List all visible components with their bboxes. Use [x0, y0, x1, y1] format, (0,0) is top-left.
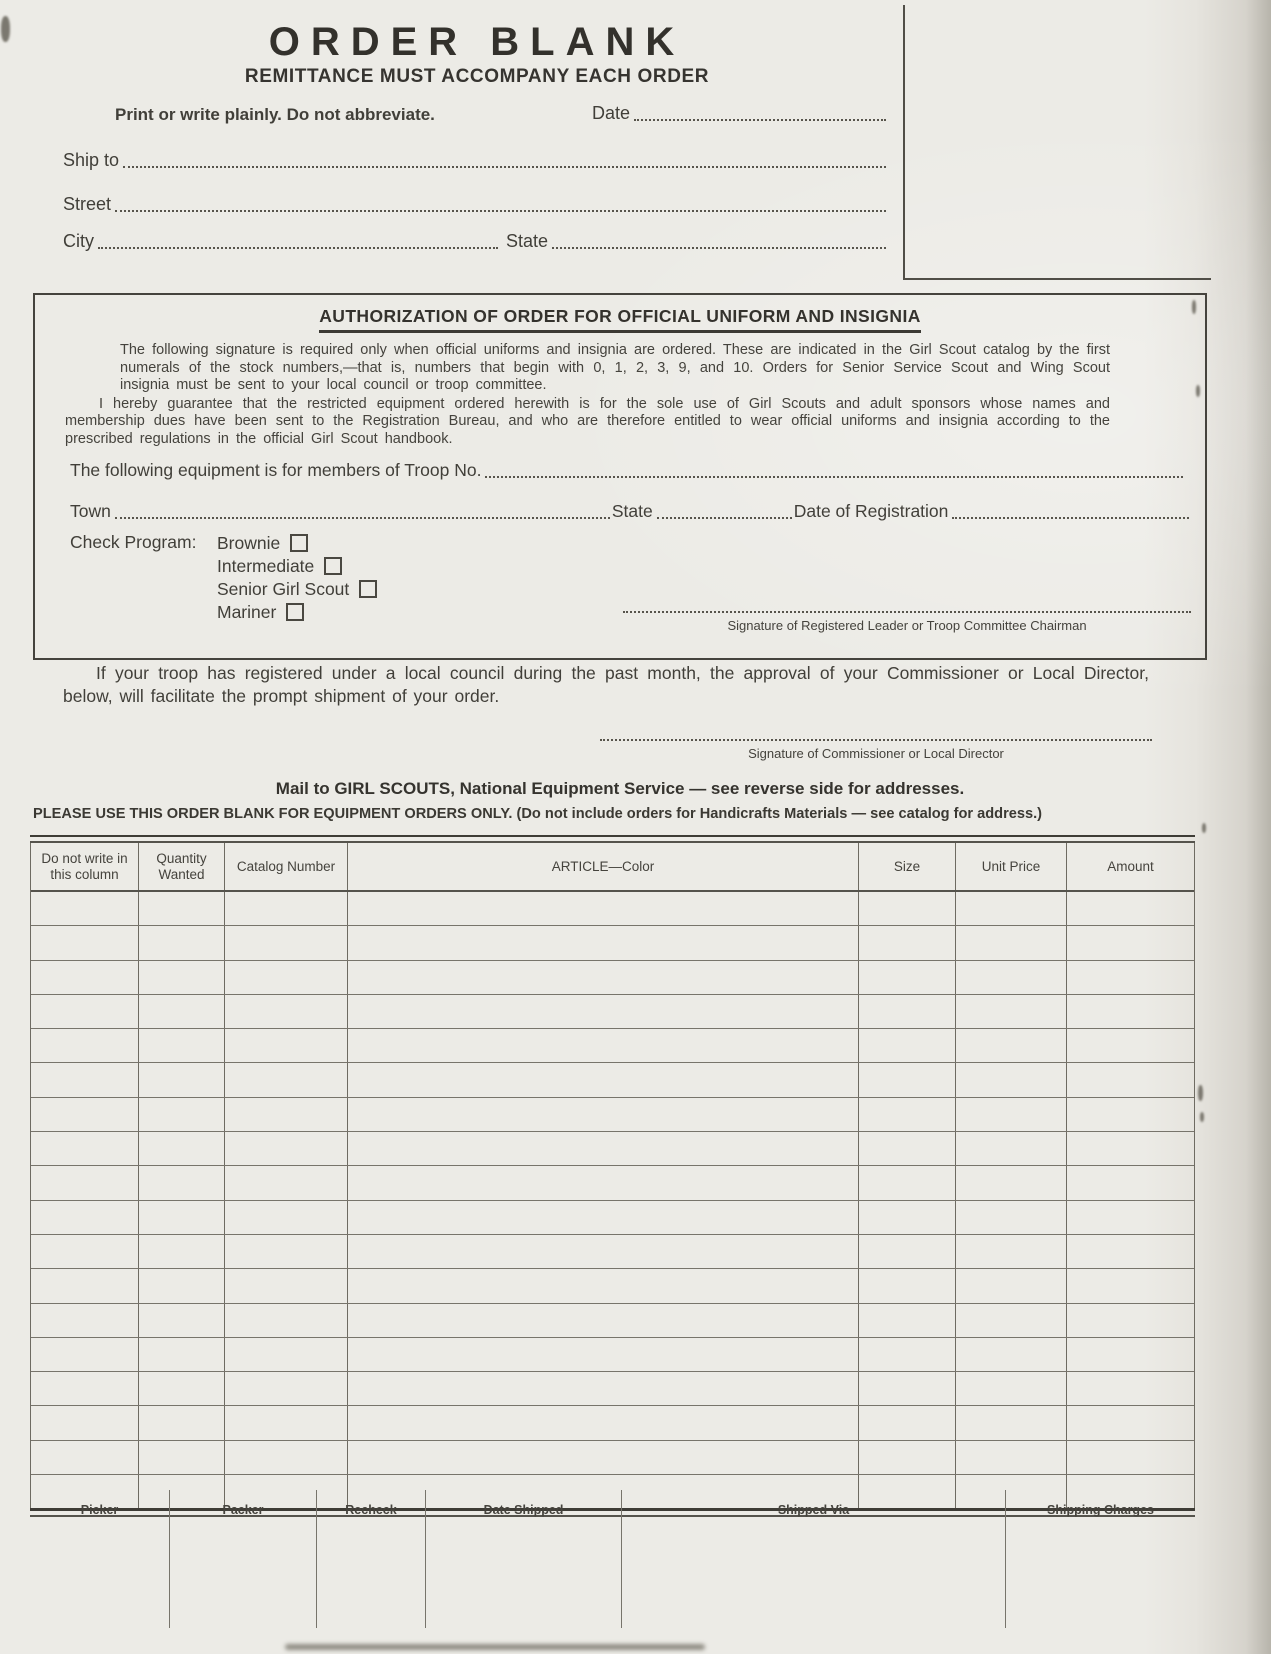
table-cell[interactable] [139, 1029, 225, 1062]
table-cell[interactable] [31, 1304, 139, 1337]
table-row[interactable] [31, 1372, 1194, 1406]
state-label: State [506, 231, 549, 251]
table-cell[interactable] [1067, 892, 1194, 925]
column-header-do-not-write: Do not write in this column [31, 843, 139, 890]
town-state-registration-field [70, 501, 1191, 522]
table-cell[interactable] [225, 1132, 348, 1165]
program-option-senior: Senior Girl Scout [217, 578, 377, 600]
table-cell[interactable] [1067, 1304, 1194, 1337]
table-cell[interactable] [859, 1132, 956, 1165]
footer-recheck: Recheck [317, 1490, 426, 1628]
table-cell[interactable] [859, 1441, 956, 1474]
table-cell[interactable] [859, 1372, 956, 1405]
table-cell[interactable] [859, 1201, 956, 1234]
table-cell[interactable] [348, 1132, 859, 1165]
table-row[interactable] [31, 1269, 1194, 1303]
table-cell[interactable] [31, 961, 139, 994]
table-cell[interactable] [1067, 1201, 1194, 1234]
registration-state-line[interactable] [657, 501, 792, 519]
program-option-brownie: Brownie [217, 532, 377, 554]
ship-to-line[interactable] [123, 150, 886, 168]
authorization-paragraph-2: I hereby guarantee that the restricted equipment ordered herewith is for the sole use of Girl Scouts and adult sponsors whose names and membership dues have been sent to the Registration Bureau, and who are therefore entitled to wear official uniforms and insignia according to the prescribed regulations in the official Girl Scout handbook. [65, 395, 1110, 447]
table-cell[interactable] [31, 1063, 139, 1096]
table-cell[interactable] [348, 1063, 859, 1096]
footer-date-shipped: Date Shipped [426, 1490, 622, 1628]
table-cell[interactable] [956, 995, 1067, 1028]
mail-to-instruction: Mail to GIRL SCOUTS, National Equipment Service — see reverse side for addresses. [275, 779, 965, 798]
table-cell[interactable] [225, 1406, 348, 1439]
table-cell[interactable] [956, 1338, 1067, 1371]
table-cell[interactable] [1067, 1029, 1194, 1062]
table-cell[interactable] [859, 1235, 956, 1268]
table-cell[interactable] [31, 1132, 139, 1165]
table-row[interactable] [31, 1201, 1194, 1235]
table-top-rule [30, 835, 1195, 843]
program-option-mariner: Mariner [217, 601, 377, 623]
table-cell[interactable] [139, 1338, 225, 1371]
table-cell[interactable] [139, 892, 225, 925]
table-cell[interactable] [139, 1372, 225, 1405]
print-plainly-note: Print or write plainly. Do not abbreviate. [115, 105, 435, 124]
troop-number-label: The following equipment is for members of Troop No. [70, 460, 482, 480]
table-cell[interactable] [225, 926, 348, 959]
table-cell[interactable] [348, 926, 859, 959]
table-cell[interactable] [1067, 926, 1194, 959]
table-cell[interactable] [956, 1406, 1067, 1439]
table-cell[interactable] [348, 1372, 859, 1405]
table-cell[interactable] [225, 1235, 348, 1268]
table-cell[interactable] [956, 1372, 1067, 1405]
table-row[interactable] [31, 961, 1194, 995]
table-cell[interactable] [225, 1269, 348, 1302]
table-cell[interactable] [1067, 1063, 1194, 1096]
column-header-size: Size [859, 843, 956, 890]
table-row[interactable] [31, 926, 1194, 960]
footer-packer: Packer [170, 1490, 317, 1628]
city-line[interactable] [98, 231, 498, 249]
table-cell[interactable] [31, 1166, 139, 1199]
table-cell[interactable] [956, 1132, 1067, 1165]
table-cell[interactable] [31, 995, 139, 1028]
table-cell[interactable] [225, 1201, 348, 1234]
table-cell[interactable] [225, 995, 348, 1028]
table-row[interactable] [31, 1029, 1194, 1063]
table-row[interactable] [31, 1406, 1194, 1440]
troop-number-field [70, 460, 1185, 481]
table-cell[interactable] [139, 1166, 225, 1199]
commissioner-signature-block [600, 738, 1152, 761]
table-cell[interactable] [956, 926, 1067, 959]
table-cell[interactable] [348, 1166, 859, 1199]
form-title: ORDER BLANK [268, 20, 686, 64]
table-cell[interactable] [348, 1406, 859, 1439]
table-cell[interactable] [31, 1372, 139, 1405]
table-cell[interactable] [31, 1098, 139, 1131]
date-line[interactable] [634, 103, 886, 121]
city-state-field [63, 231, 888, 252]
intermediate-checkbox[interactable] [324, 557, 342, 575]
street-label: Street [63, 194, 112, 214]
date-label: Date [592, 103, 631, 123]
brownie-checkbox[interactable] [290, 534, 308, 552]
table-cell[interactable] [225, 1029, 348, 1062]
leader-signature-caption: Signature of Registered Leader or Troop Committee Chairman [727, 618, 1087, 633]
table-cell[interactable] [348, 1201, 859, 1234]
senior-girl-scout-checkbox[interactable] [359, 580, 377, 598]
table-cell[interactable] [225, 1372, 348, 1405]
table-row[interactable] [31, 1338, 1194, 1372]
table-cell[interactable] [225, 1166, 348, 1199]
table-cell[interactable] [956, 961, 1067, 994]
table-row[interactable] [31, 1166, 1194, 1200]
table-cell[interactable] [225, 1338, 348, 1371]
table-cell[interactable] [956, 1029, 1067, 1062]
table-cell[interactable] [956, 1166, 1067, 1199]
table-cell[interactable] [31, 1029, 139, 1062]
program-checkbox-list [217, 532, 377, 624]
column-header-unit-price: Unit Price [956, 843, 1067, 890]
table-cell[interactable] [1067, 1338, 1194, 1371]
column-header-article-color: ARTICLE—Color [348, 843, 859, 890]
registration-date-label: Date of Registration [793, 501, 949, 521]
table-cell[interactable] [348, 1304, 859, 1337]
table-cell[interactable] [225, 1441, 348, 1474]
table-cell[interactable] [225, 961, 348, 994]
table-cell[interactable] [1067, 1441, 1194, 1474]
commissioner-signature-line[interactable] [600, 738, 1152, 741]
authorization-heading: AUTHORIZATION OF ORDER FOR OFFICIAL UNIFORM AND INSIGNIA [35, 306, 1205, 333]
table-cell[interactable] [1067, 995, 1194, 1028]
table-cell[interactable] [1067, 1406, 1194, 1439]
town-label: Town [70, 501, 111, 521]
date-field [592, 103, 888, 124]
table-cell[interactable] [139, 1132, 225, 1165]
table-row[interactable] [31, 1441, 1194, 1475]
table-cell[interactable] [348, 995, 859, 1028]
table-cell[interactable] [956, 1235, 1067, 1268]
table-cell[interactable] [31, 1441, 139, 1474]
table-cell[interactable] [31, 1235, 139, 1268]
table-cell[interactable] [859, 926, 956, 959]
table-cell[interactable] [348, 961, 859, 994]
mariner-checkbox[interactable] [286, 603, 304, 621]
equipment-orders-only-note: PLEASE USE THIS ORDER BLANK FOR EQUIPMENT ORDERS ONLY. (Do not include orders for Handicrafts Materials — see catalog for address.) [33, 806, 1043, 822]
table-cell[interactable] [956, 1098, 1067, 1131]
table-cell[interactable] [139, 1201, 225, 1234]
town-line[interactable] [115, 501, 610, 519]
ship-to-label: Ship to [63, 150, 120, 170]
table-cell[interactable] [859, 1063, 956, 1096]
table-row[interactable] [31, 1235, 1194, 1269]
table-row[interactable] [31, 1063, 1194, 1097]
table-cell[interactable] [225, 1098, 348, 1131]
table-cell[interactable] [31, 1269, 139, 1302]
table-cell[interactable] [956, 1201, 1067, 1234]
street-field [63, 194, 888, 215]
table-cell[interactable] [31, 1338, 139, 1371]
commissioner-signature-caption: Signature of Commissioner or Local Director [748, 746, 1004, 761]
troop-number-line[interactable] [485, 460, 1183, 478]
council-approval-note: If your troop has registered under a local council during the past month, the approval of your Commissioner or Local Director, below, will facilitate the prompt shipment of your order. [63, 663, 1149, 706]
table-cell[interactable] [859, 1269, 956, 1302]
table-cell[interactable] [956, 1269, 1067, 1302]
table-cell[interactable] [1067, 1166, 1194, 1199]
table-cell[interactable] [139, 1441, 225, 1474]
footer-picker: Picker [30, 1490, 170, 1628]
table-cell[interactable] [139, 961, 225, 994]
table-cell[interactable] [859, 1166, 956, 1199]
order-table-body [31, 892, 1194, 1508]
check-program-label: Check Program: [70, 532, 197, 552]
table-cell[interactable] [139, 1304, 225, 1337]
table-cell[interactable] [139, 1269, 225, 1302]
table-cell[interactable] [956, 892, 1067, 925]
table-cell[interactable] [348, 1441, 859, 1474]
table-cell[interactable] [859, 995, 956, 1028]
table-cell[interactable] [956, 1441, 1067, 1474]
registration-date-line[interactable] [952, 501, 1189, 519]
table-cell[interactable] [859, 1304, 956, 1337]
table-cell[interactable] [1067, 961, 1194, 994]
table-row[interactable] [31, 1304, 1194, 1338]
order-table [30, 835, 1195, 1517]
table-cell[interactable] [139, 926, 225, 959]
table-cell[interactable] [139, 995, 225, 1028]
table-row[interactable] [31, 1098, 1194, 1132]
table-cell[interactable] [348, 1029, 859, 1062]
city-label: City [63, 231, 94, 251]
table-cell[interactable] [225, 892, 348, 925]
table-cell[interactable] [1067, 1269, 1194, 1302]
table-cell[interactable] [225, 1063, 348, 1096]
table-cell[interactable] [859, 961, 956, 994]
column-header-quantity: Quantity Wanted [139, 843, 225, 890]
table-cell[interactable] [1067, 1235, 1194, 1268]
footer-shipped-via: Shipped Via [622, 1490, 1006, 1628]
authorization-paragraph-1: The following signature is required only when official uniforms and insignia are ordered. These are indicated in the Girl Scout catalog by the first numerals of the stock numbers,—that is, numbers that begin with 0, 1, 2, 3, 9, and 10. Orders for Senior Service Scout and Wing Scout insignia must be sent to your local council or troop committee. [120, 342, 1110, 393]
form-subtitle: REMITTANCE MUST ACCOMPANY EACH ORDER [244, 66, 710, 87]
table-cell[interactable] [859, 1406, 956, 1439]
table-cell[interactable] [348, 1269, 859, 1302]
column-header-amount: Amount [1107, 858, 1154, 874]
table-cell[interactable] [31, 926, 139, 959]
leader-signature-line[interactable] [623, 610, 1191, 613]
table-cell[interactable] [859, 1029, 956, 1062]
table-cell[interactable] [139, 1098, 225, 1131]
table-cell[interactable] [31, 1406, 139, 1439]
table-row[interactable] [31, 995, 1194, 1029]
street-line[interactable] [115, 194, 886, 212]
ship-to-field [63, 150, 888, 171]
table-row[interactable] [31, 1132, 1194, 1166]
table-cell[interactable] [139, 1235, 225, 1268]
table-cell[interactable] [225, 1304, 348, 1337]
table-row[interactable] [31, 892, 1194, 926]
table-cell[interactable] [139, 1406, 225, 1439]
table-cell[interactable] [348, 1338, 859, 1371]
table-cell[interactable] [348, 1235, 859, 1268]
authorization-box [33, 293, 1207, 660]
table-cell[interactable] [348, 1098, 859, 1131]
state-line[interactable] [552, 231, 886, 249]
table-cell[interactable] [1067, 1132, 1194, 1165]
table-cell[interactable] [31, 1201, 139, 1234]
table-cell[interactable] [139, 1063, 225, 1096]
table-cell[interactable] [1067, 1372, 1194, 1405]
table-cell[interactable] [1067, 1098, 1194, 1131]
table-cell[interactable] [956, 1304, 1067, 1337]
table-cell[interactable] [348, 892, 859, 925]
table-cell[interactable] [859, 1338, 956, 1371]
order-table-header [31, 843, 1194, 892]
table-cell[interactable] [31, 892, 139, 925]
table-cell[interactable] [859, 1098, 956, 1131]
column-header-catalog-number: Catalog Number [225, 843, 348, 890]
program-option-intermediate: Intermediate [217, 555, 377, 577]
table-cell[interactable] [859, 892, 956, 925]
footer-shipping-charges: Shipping Charges [1047, 1503, 1154, 1517]
registration-state-label: State [611, 501, 653, 521]
table-cell[interactable] [956, 1063, 1067, 1096]
office-use-footer [30, 1490, 1195, 1628]
leader-signature-block [623, 610, 1191, 633]
